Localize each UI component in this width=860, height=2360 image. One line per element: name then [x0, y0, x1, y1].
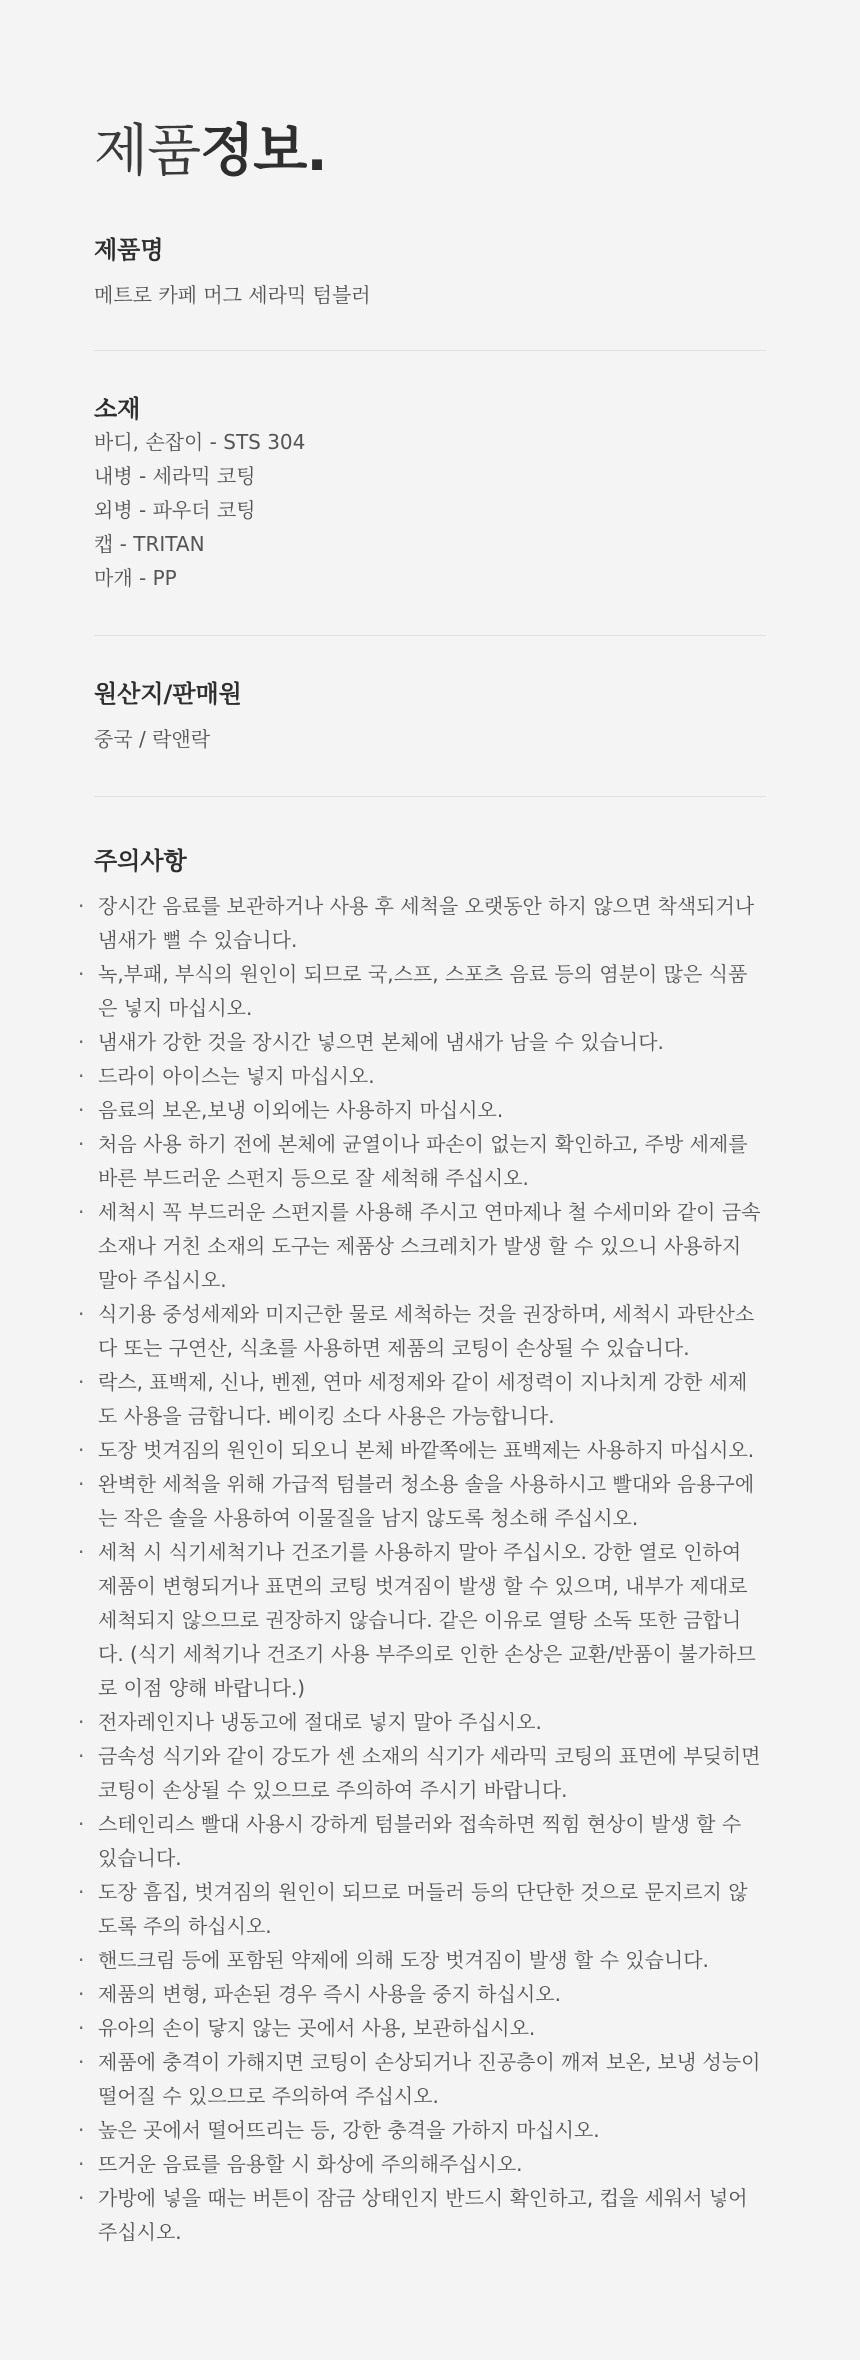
- caution-text: 식기용 중성세제와 미지근한 물로 세척하는 것을 권장하며, 세척시 과탄산소다 또는 구연산, 식초를 사용하면 제품의 코팅이 손상될 수 있습니다.: [98, 1302, 755, 1360]
- caution-item: [78, 1127, 766, 1195]
- caution-item: [78, 2147, 766, 2181]
- caution-text: 장시간 음료를 보관하거나 사용 후 세척을 오랫동안 하지 않으면 착색되거나 냄새가 뻘 수 있습니다.: [98, 894, 755, 952]
- caution-item: [78, 1297, 766, 1365]
- bullet-dot: ·: [78, 894, 85, 918]
- cautions-heading: 주의사항: [94, 847, 187, 875]
- material-item: 바디, 손잡이 - STS 304: [94, 430, 306, 454]
- bullet-dot: ·: [78, 1948, 85, 1972]
- caution-item: [78, 1807, 766, 1875]
- material-item: 캡 - TRITAN: [94, 532, 205, 556]
- caution-text: 세척 시 식기세척기나 건조기를 사용하지 말아 주십시오. 강한 열로 인하여 제품이 변형되거나 표면의 코팅 벗겨짐이 발생 할 수 있으며, 내부가 제대로 세척되지 않으므로 권장하지 않습니다. 같은 이유로 열탕 소독 또한 금합니다. (식기 세척기나 건조기 사용 부주의로 인한 손상은 교환/반품이 불가하므로 이점 양해 바랍니다.): [98, 1540, 756, 1700]
- product-name-section: [94, 234, 766, 351]
- bullet-dot: ·: [78, 1098, 85, 1122]
- material-item: 내병 - 세라믹 코팅: [94, 464, 256, 488]
- material-item: 마개 - PP: [94, 566, 177, 590]
- caution-item: [78, 1093, 766, 1127]
- caution-text: 핸드크림 등에 포함된 약제에 의해 도장 벗겨짐이 발생 할 수 있습니다.: [98, 1948, 709, 1972]
- caution-text: 녹,부패, 부식의 원인이 되므로 국,스프, 스포츠 음료 등의 염분이 많은 식품은 넣지 마십시오.: [98, 962, 748, 1020]
- origin-section: [94, 678, 766, 797]
- caution-item: [78, 1433, 766, 1467]
- page-title-bold: 정보.: [200, 119, 327, 184]
- caution-item: [78, 957, 766, 1025]
- caution-item: [78, 889, 766, 957]
- caution-item: [78, 1875, 766, 1943]
- bullet-dot: ·: [78, 1302, 85, 1326]
- bullet-dot: ·: [78, 1880, 85, 1904]
- caution-text: 냄새가 강한 것을 장시간 넣으면 본체에 냄새가 남을 수 있습니다.: [98, 1030, 664, 1054]
- bullet-dot: ·: [78, 2016, 85, 2040]
- bullet-dot: ·: [78, 2186, 85, 2210]
- caution-item: [78, 1535, 766, 1705]
- caution-item: [78, 1059, 766, 1093]
- caution-text: 금속성 식기와 같이 강도가 센 소재의 식기가 세라믹 코팅의 표면에 부딪히면 코팅이 손상될 수 있으므로 주의하여 주시기 바랍니다.: [98, 1744, 761, 1802]
- caution-item: [78, 1365, 766, 1433]
- caution-item: [78, 1977, 766, 2011]
- bullet-dot: ·: [78, 1744, 85, 1768]
- caution-text: 도장 벗겨짐의 원인이 되오니 본체 바깥쪽에는 표백제는 사용하지 마십시오.: [98, 1438, 755, 1462]
- bullet-dot: ·: [78, 2050, 85, 2074]
- bullet-dot: ·: [78, 1200, 85, 1224]
- page-title: [94, 118, 766, 186]
- caution-list: [78, 889, 766, 2249]
- caution-item: [78, 2113, 766, 2147]
- bullet-dot: ·: [78, 962, 85, 986]
- origin-heading: 원산지/판매원: [94, 680, 242, 708]
- caution-text: 가방에 넣을 때는 버튼이 잠금 상태인지 반드시 확인하고, 컵을 세워서 넣어 주십시오.: [98, 2186, 748, 2244]
- caution-text: 음료의 보온,보냉 이외에는 사용하지 마십시오.: [98, 1098, 504, 1122]
- caution-text: 제품에 충격이 가해지면 코팅이 손상되거나 진공층이 깨져 보온, 보냉 성능이 떨어질 수 있으므로 주의하여 주십시오.: [98, 2050, 761, 2108]
- bullet-dot: ·: [78, 1982, 85, 2006]
- bullet-dot: ·: [78, 1710, 85, 1734]
- caution-text: 도장 흠집, 벗겨짐의 원인이 되므로 머들러 등의 단단한 것으로 문지르지 않도록 주의 하십시오.: [98, 1880, 748, 1938]
- caution-text: 뜨거운 음료를 음용할 시 화상에 주의해주십시오.: [98, 2152, 523, 2176]
- bullet-dot: ·: [78, 1540, 85, 1564]
- bullet-dot: ·: [78, 1030, 85, 1054]
- cautions-section: [78, 845, 766, 2249]
- caution-item: [78, 1943, 766, 1977]
- origin-value: 중국 / 락앤락: [94, 727, 211, 751]
- material-item: 외병 - 파우더 코팅: [94, 498, 256, 522]
- bullet-dot: ·: [78, 1132, 85, 1156]
- caution-text: 완벽한 세척을 위해 가급적 텀블러 청소용 솔을 사용하시고 빨대와 음용구에는 작은 솔을 사용하여 이물질을 남지 않도록 청소해 주십시오.: [98, 1472, 755, 1530]
- caution-item: [78, 1739, 766, 1807]
- caution-text: 제품의 변형, 파손된 경우 즉시 사용을 중지 하십시오.: [98, 1982, 561, 2006]
- caution-item: [78, 2045, 766, 2113]
- bullet-dot: ·: [78, 1472, 85, 1496]
- bullet-dot: ·: [78, 1370, 85, 1394]
- caution-item: [78, 2011, 766, 2045]
- caution-item: [78, 1467, 766, 1535]
- caution-text: 락스, 표백제, 신나, 벤젠, 연마 세정제와 같이 세정력이 지나치게 강한 세제도 사용을 금합니다. 베이킹 소다 사용은 가능합니다.: [98, 1370, 748, 1428]
- caution-text: 유아의 손이 닿지 않는 곳에서 사용, 보관하십시오.: [98, 2016, 536, 2040]
- bullet-dot: ·: [78, 2118, 85, 2142]
- bullet-dot: ·: [78, 2152, 85, 2176]
- caution-text: 드라이 아이스는 넣지 마십시오.: [98, 1064, 375, 1088]
- product-name-value: 메트로 카페 머그 세라믹 텀블러: [94, 283, 371, 307]
- bullet-dot: ·: [78, 1438, 85, 1462]
- caution-text: 전자레인지나 냉동고에 절대로 넣지 말아 주십시오.: [98, 1710, 542, 1734]
- material-heading: 소재: [94, 395, 141, 423]
- material-section: [94, 393, 766, 636]
- caution-item: [78, 2181, 766, 2249]
- caution-text: 높은 곳에서 떨어뜨리는 등, 강한 충격을 가하지 마십시오.: [98, 2118, 600, 2142]
- caution-text: 처음 사용 하기 전에 본체에 균열이나 파손이 없는지 확인하고, 주방 세제를 바른 부드러운 스펀지 등으로 잘 세척해 주십시오.: [98, 1132, 748, 1190]
- caution-text: 세척시 꼭 부드러운 스펀지를 사용해 주시고 연마제나 철 수세미와 같이 금속 소재나 거친 소재의 도구는 제품상 스크레치가 발생 할 수 있으니 사용하지 말아 주십시오.: [98, 1200, 761, 1292]
- caution-item: [78, 1195, 766, 1297]
- product-name-heading: 제품명: [94, 236, 164, 264]
- caution-item: [78, 1025, 766, 1059]
- bullet-dot: ·: [78, 1064, 85, 1088]
- caution-item: [78, 1705, 766, 1739]
- bullet-dot: ·: [78, 1812, 85, 1836]
- caution-text: 스테인리스 빨대 사용시 강하게 텀블러와 접속하면 찍힘 현상이 발생 할 수 있습니다.: [98, 1812, 742, 1870]
- page-title-light: 제품: [94, 119, 201, 184]
- material-list: [94, 425, 766, 595]
